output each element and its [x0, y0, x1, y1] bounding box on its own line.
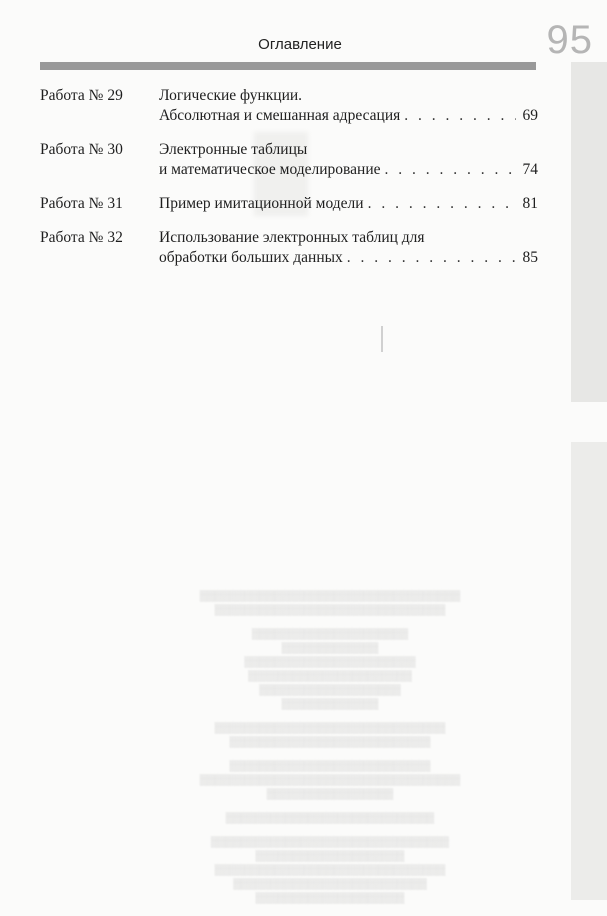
toc-entry-number: Работа № 31: [40, 195, 123, 212]
toc-entry-title: [159, 228, 538, 268]
toc-title-line: обработки больших данных: [159, 249, 343, 266]
dot-leader: [385, 160, 516, 180]
toc-entry: [40, 86, 538, 126]
side-tab-top: [571, 62, 607, 402]
toc-page-ref: 85: [522, 249, 538, 266]
bleed-through-tick: [381, 326, 383, 352]
header-rule: [40, 62, 536, 70]
dot-leader: [404, 106, 516, 126]
toc-title-line: Логические функции.: [159, 87, 303, 104]
dot-leader: [347, 248, 516, 268]
side-tab-bottom: [571, 442, 607, 900]
toc-title-line: Абсолютная и смешанная адресация: [159, 107, 401, 124]
toc-page-ref: 69: [522, 107, 538, 124]
toc-entry-number: Работа № 32: [40, 229, 123, 246]
toc-entry: [40, 228, 538, 268]
table-of-contents: [40, 86, 538, 282]
toc-entry: [40, 194, 538, 214]
toc-page-ref: 74: [522, 161, 538, 178]
toc-entry-title: [159, 86, 538, 126]
toc-title-line: Пример имитационной модели: [159, 195, 364, 212]
toc-title-line: и математическое моделирование: [159, 161, 381, 178]
toc-entry-number: Работа № 29: [40, 87, 123, 104]
toc-entry: [40, 140, 538, 180]
toc-title-line: Использование электронных таблиц для: [159, 229, 425, 246]
toc-title-line: Электронные таблицы: [159, 141, 308, 158]
toc-entry-title: [159, 194, 538, 214]
toc-entry-title: [159, 140, 538, 180]
dot-leader: [368, 194, 516, 214]
toc-page-ref: 81: [522, 195, 538, 212]
running-header-title: Оглавление: [258, 36, 342, 53]
bleed-through-imprint: ▒▒▒▒▒▒▒▒▒▒▒▒▒▒▒▒▒▒▒▒▒▒▒▒▒▒▒▒▒▒▒▒▒▒▒ ▒▒▒▒▒▒▒▒▒▒▒▒▒▒▒▒▒▒▒▒▒▒▒▒▒▒▒▒▒▒▒ ▒▒▒▒▒▒▒▒▒▒▒▒▒▒▒▒▒▒▒▒▒ ▒▒▒▒▒▒▒▒▒▒▒▒▒ ▒▒▒▒▒▒▒▒▒▒▒▒▒▒▒▒▒▒▒▒▒▒▒ ▒▒▒▒▒▒▒▒▒▒▒▒▒▒▒▒▒▒▒▒▒▒ ▒▒▒▒▒▒▒▒▒▒▒▒▒▒▒▒▒▒▒ ▒▒▒▒▒▒▒▒▒▒▒▒▒ ▒▒▒▒▒▒▒▒▒▒▒▒▒▒▒▒▒▒▒▒▒▒▒▒▒▒▒▒▒▒▒ ▒▒▒▒▒▒▒▒▒▒▒▒▒▒▒▒▒▒▒▒▒▒▒▒▒▒▒ ▒▒▒▒▒▒▒▒▒▒▒▒▒▒▒▒▒▒▒▒▒▒▒▒▒▒▒ ▒▒▒▒▒▒▒▒▒▒▒▒▒▒▒▒▒▒▒▒▒▒▒▒▒▒▒▒▒▒▒▒▒▒▒ ▒▒▒▒▒▒▒▒▒▒▒▒▒▒▒▒▒ ▒▒▒▒▒▒▒▒▒▒▒▒▒▒▒▒▒▒▒▒▒▒▒▒▒▒▒▒ ▒▒▒▒▒▒▒▒▒▒▒▒▒▒▒▒▒▒▒▒▒▒▒▒▒▒▒▒▒▒▒▒ ▒▒▒▒▒▒▒▒▒▒▒▒▒▒▒▒▒▒▒▒ ▒▒▒▒▒▒▒▒▒▒▒▒▒▒▒▒▒▒▒▒▒▒▒▒▒▒▒▒▒▒▒ ▒▒▒▒▒▒▒▒▒▒▒▒▒▒▒▒▒▒▒▒▒▒▒▒▒▒ ▒▒▒▒▒▒▒▒▒▒▒▒▒▒▒▒▒▒▒▒: [199, 591, 461, 904]
page-number: 95: [546, 18, 593, 62]
toc-entry-number: Работа № 30: [40, 141, 123, 158]
